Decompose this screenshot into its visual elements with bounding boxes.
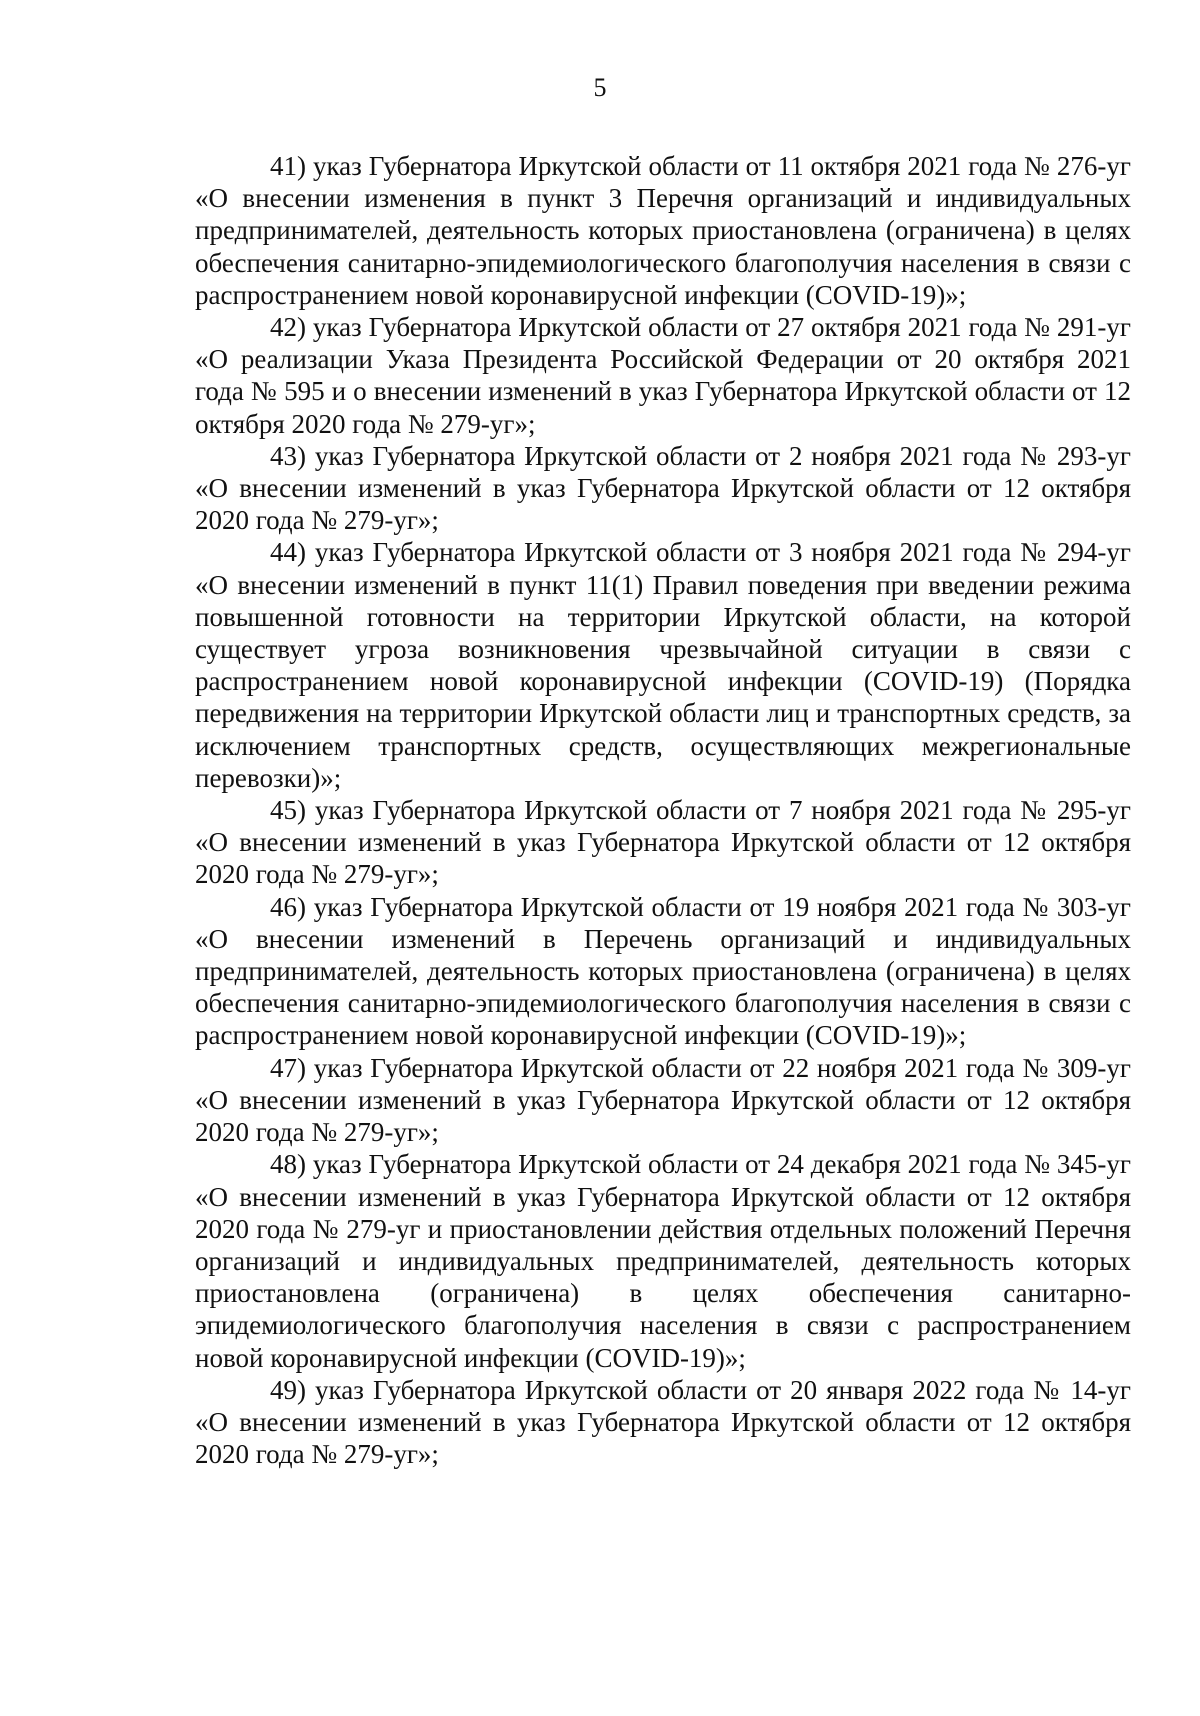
- list-item-49: 49) указ Губернатора Иркутской области от 20 января 2022 года № 14-уг «О внесении изменений в указ Губернатора Иркутской области от 12 октября 2020 года № 279-уг»;: [195, 1374, 1131, 1470]
- list-item-47: 47) указ Губернатора Иркутской области от 22 ноября 2021 года № 309-уг «О внесении изменений в указ Губернатора Иркутской области от 12 октября 2020 года № 279-уг»;: [195, 1052, 1131, 1148]
- list-item-45: 45) указ Губернатора Иркутской области от 7 ноября 2021 года № 295-уг «О внесении изменений в указ Губернатора Иркутской области от 12 октября 2020 года № 279-уг»;: [195, 795, 1131, 890]
- list-item-42: 42) указ Губернатора Иркутской области от 27 октября 2021 года № 291-уг «О реализации Указа Президента Российской Федерации от 20 октября 2021 года № 595 и о внесении изменений в указ Губернатора Иркутской области от 12 октября 2020 года № 279-уг»;: [195, 312, 1131, 439]
- page-number: 5: [593, 73, 607, 102]
- list-item-48: 48) указ Губернатора Иркутской области от 24 декабря 2021 года № 345-уг «О внесении изменений в указ Губернатора Иркутской области от 12 октября 2020 года № 279-уг и приостановлении действия отдельных положений Перечня организаций и индивидуальных предпринимателей, деятельность которых приостановлена (ограничена) в целях обеспечения санитарно-эпидемиологического благополучия населения в связи с распространением новой коронавирусной инфекции (COVID-19)»;: [195, 1149, 1131, 1373]
- list-item-46: 46) указ Губернатора Иркутской области от 19 ноября 2021 года № 303-уг «О внесении изменений в Перечень организаций и индивидуальных предпринимателей, деятельность которых приостановлена (ограничена) в целях обеспечения санитарно-эпидемиологического благополучия населения в связи с распространением новой коронавирусной инфекции (COVID-19)»;: [195, 891, 1131, 1051]
- list-item-43: 43) указ Губернатора Иркутской области от 2 ноября 2021 года № 293-уг «О внесении изменений в указ Губернатора Иркутской области от 12 октября 2020 года № 279-уг»;: [195, 440, 1131, 536]
- document-body: [195, 150, 1131, 1470]
- list-item-44: 44) указ Губернатора Иркутской области от 3 ноября 2021 года № 294-уг «О внесении изменений в пункт 11(1) Правил поведения при введении режима повышенной готовности на территории Иркутской области, на которой существует угроза возникновения чрезвычайной ситуации в связи с распространением новой коронавирусной инфекции (COVID-19) (Порядка передвижения на территории Иркутской области лиц и транспортных средств, за исключением транспортных средств, осуществляющих межрегиональные перевозки)»;: [195, 537, 1131, 793]
- list-item-41: 41) указ Губернатора Иркутской области от 11 октября 2021 года № 276-уг «О внесении изменения в пункт 3 Перечня организаций и индивидуальных предпринимателей, деятельность которых приостановлена (ограничена) в целях обеспечения санитарно-эпидемиологического благополучия населения в связи с распространением новой коронавирусной инфекции (COVID-19)»;: [195, 151, 1131, 310]
